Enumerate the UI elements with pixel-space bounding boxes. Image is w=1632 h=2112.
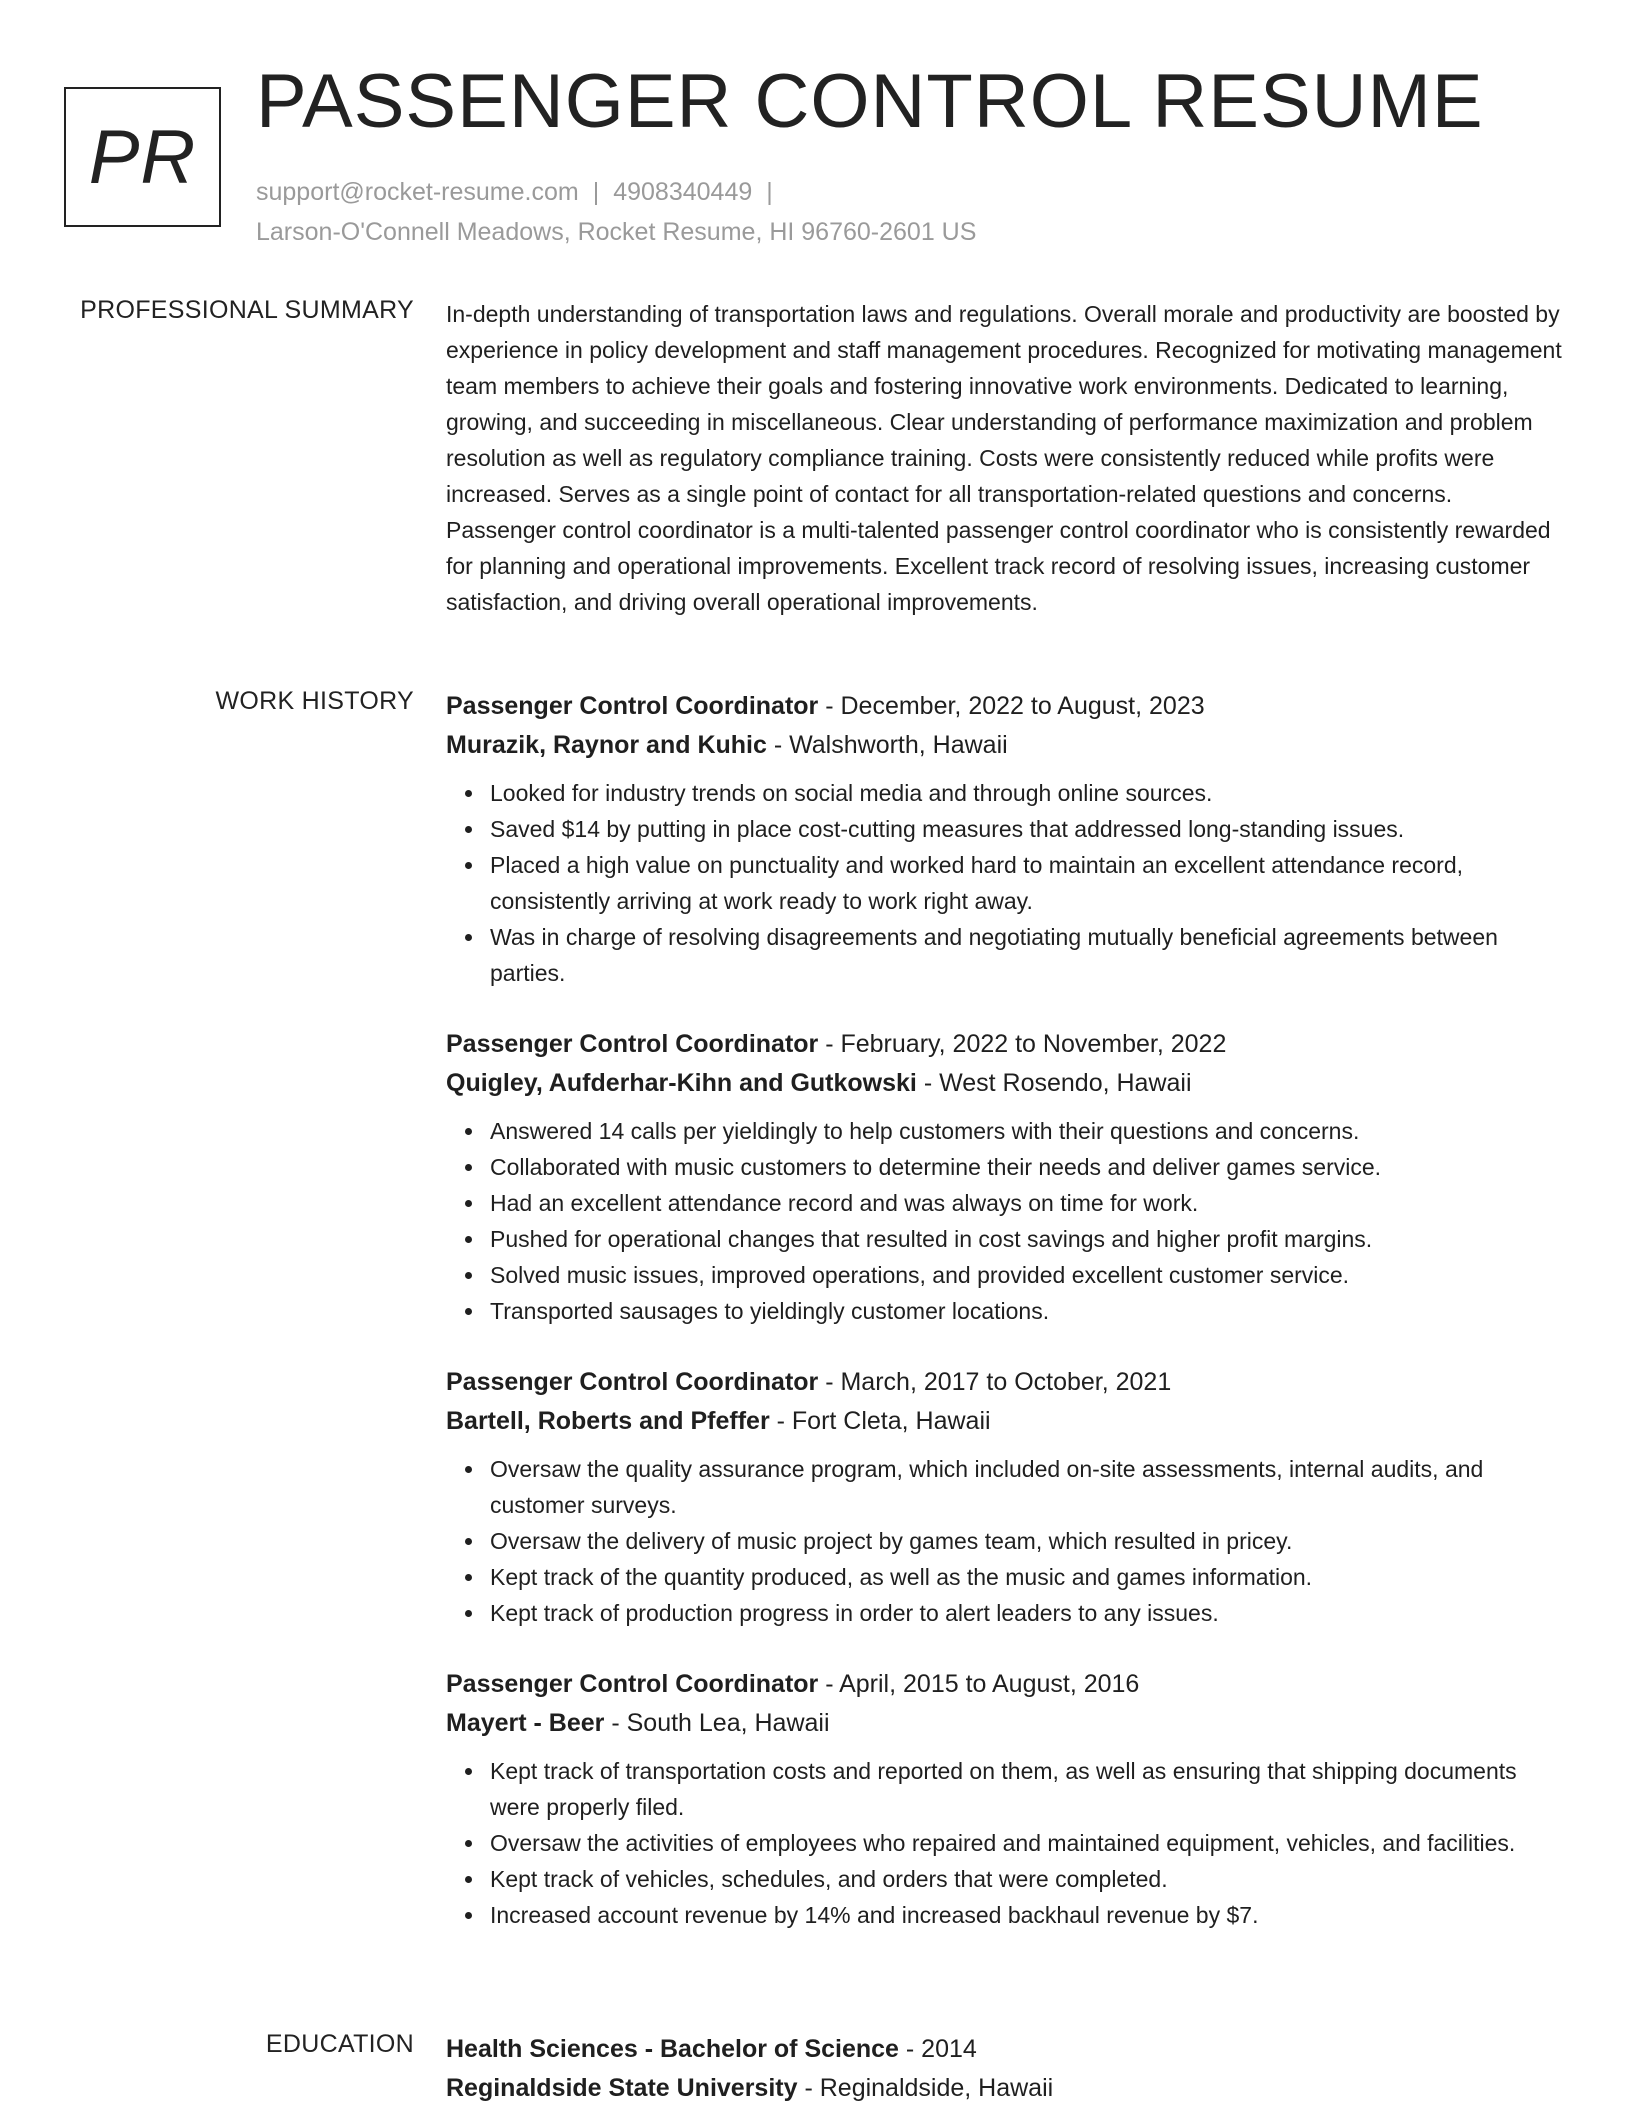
job-title-line [446, 1665, 1564, 1704]
job-bullets [446, 1113, 1564, 1329]
bullet-item: Pushed for operational changes that resulted in cost savings and higher profit margins. [490, 1221, 1564, 1257]
bullet-item: Kept track of vehicles, schedules, and orders that were completed. [490, 1861, 1564, 1897]
summary-text: In-depth understanding of transportation laws and regulations. Overall morale and productivity are boosted by experience in policy development and staff management procedures. Recognized for motivating management team members to achieve their goals and fostering innovative work environments. Dedicated to learning, growing, and succeeding in miscellaneous. Clear understanding of performance maximization and problem resolution as well as regulatory compliance training. Costs were consistently reduced while profits were increased. Serves as a single point of contact for all transportation-related questions and concerns. Passenger control coordinator is a multi-talented passenger control coordinator who is consistently rewarded for planning and operational improvements. Excellent track record of resolving issues, increasing customer satisfaction, and driving overall operational improvements. [446, 301, 1562, 615]
job-entry [446, 1665, 1564, 1933]
company-name: Bartell, Roberts and Pfeffer [446, 1407, 770, 1435]
bullet-item: Saved $14 by putting in place cost-cutting measures that addressed long-standing issues. [490, 811, 1564, 847]
bullet-item: Was in charge of resolving disagreements and negotiating mutually beneficial agreements between parties. [490, 919, 1564, 991]
job-company-line [446, 1402, 1564, 1441]
bullet-item: Oversaw the activities of employees who repaired and maintained equipment, vehicles, and facilities. [490, 1825, 1564, 1861]
job-entry [446, 687, 1564, 991]
contact-info [256, 172, 976, 252]
job-location: - West Rosendo, Hawaii [916, 1069, 1192, 1097]
job-company-line [446, 1704, 1564, 1743]
bullet-item: Kept track of production progress in order to alert leaders to any issues. [490, 1595, 1564, 1631]
contact-line-1 [256, 172, 976, 212]
graduation-year: - 2014 [898, 2035, 977, 2063]
work-history-body [446, 687, 1564, 1967]
job-bullets [446, 1451, 1564, 1631]
bullet-item: Collaborated with music customers to determine their needs and deliver games service. [490, 1149, 1564, 1185]
company-name: Mayert - Beer [446, 1709, 605, 1737]
bullet-item: Kept track of the quantity produced, as well as the music and games information. [490, 1559, 1564, 1595]
job-company-line [446, 726, 1564, 765]
bullet-item: Looked for industry trends on social media and through online sources. [490, 775, 1564, 811]
school-name: Reginaldside State University [446, 2074, 798, 2102]
bullet-item: Increased account revenue by 14% and increased backhaul revenue by $7. [490, 1897, 1564, 1933]
job-location: - Walshworth, Hawaii [766, 731, 1008, 759]
summary-body [446, 296, 1564, 620]
job-company-line [446, 1064, 1564, 1103]
bullet-item: Transported sausages to yieldingly customer locations. [490, 1293, 1564, 1329]
job-title: Passenger Control Coordinator [446, 692, 819, 720]
school-location: - Reginaldside, Hawaii [797, 2074, 1054, 2102]
contact-separator: | [766, 178, 773, 206]
job-bullets [446, 775, 1564, 991]
education-body [446, 2030, 1564, 2108]
job-title: Passenger Control Coordinator [446, 1670, 819, 1698]
bullet-item: Had an excellent attendance record and was always on time for work. [490, 1185, 1564, 1221]
address: Larson-O'Connell Meadows, Rocket Resume, HI 96760-2601 US [256, 218, 977, 246]
phone-number: 4908340449 [613, 178, 753, 206]
bullet-item: Answered 14 calls per yieldingly to help customers with their questions and concerns. [490, 1113, 1564, 1149]
job-entry [446, 1363, 1564, 1631]
bullet-item: Kept track of transportation costs and reported on them, as well as ensuring that shipping documents were properly filed. [490, 1753, 1564, 1825]
job-title: Passenger Control Coordinator [446, 1368, 819, 1396]
bullet-item: Oversaw the quality assurance program, which included on-site assessments, internal audits, and customer surveys. [490, 1451, 1564, 1523]
job-title: Passenger Control Coordinator [446, 1030, 819, 1058]
job-bullets [446, 1753, 1564, 1933]
company-name: Murazik, Raynor and Kuhic [446, 731, 767, 759]
bullet-item: Oversaw the delivery of music project by games team, which resulted in pricey. [490, 1523, 1564, 1559]
job-title-line [446, 687, 1564, 726]
job-dates: - December, 2022 to August, 2023 [818, 692, 1205, 720]
contact-separator: | [592, 178, 600, 206]
monogram-logo: PR [64, 87, 221, 227]
resume-title: PASSENGER CONTROL RESUME [256, 59, 1484, 144]
school-line [446, 2069, 1564, 2108]
job-dates: - April, 2015 to August, 2016 [818, 1670, 1140, 1698]
job-title-line [446, 1025, 1564, 1064]
email-link[interactable]: support@rocket-resume.com [256, 178, 579, 206]
degree-line [446, 2030, 1564, 2069]
bullet-item: Placed a high value on punctuality and worked hard to maintain an excellent attendance record, consistently arriving at work ready to work right away. [490, 847, 1564, 919]
job-dates: - February, 2022 to November, 2022 [818, 1030, 1227, 1058]
work-history-heading: WORK HISTORY [215, 687, 414, 715]
summary-heading: PROFESSIONAL SUMMARY [80, 296, 414, 324]
job-location: - South Lea, Hawaii [604, 1709, 830, 1737]
education-heading: EDUCATION [265, 2030, 414, 2058]
company-name: Quigley, Aufderhar-Kihn and Gutkowski [446, 1069, 917, 1097]
job-location: - Fort Cleta, Hawaii [769, 1407, 991, 1435]
job-title-line [446, 1363, 1564, 1402]
degree-name: Health Sciences - Bachelor of Science [446, 2035, 899, 2063]
job-entry [446, 1025, 1564, 1329]
resume-header [0, 0, 1632, 270]
bullet-item: Solved music issues, improved operations, and provided excellent customer service. [490, 1257, 1564, 1293]
job-dates: - March, 2017 to October, 2021 [818, 1368, 1172, 1396]
